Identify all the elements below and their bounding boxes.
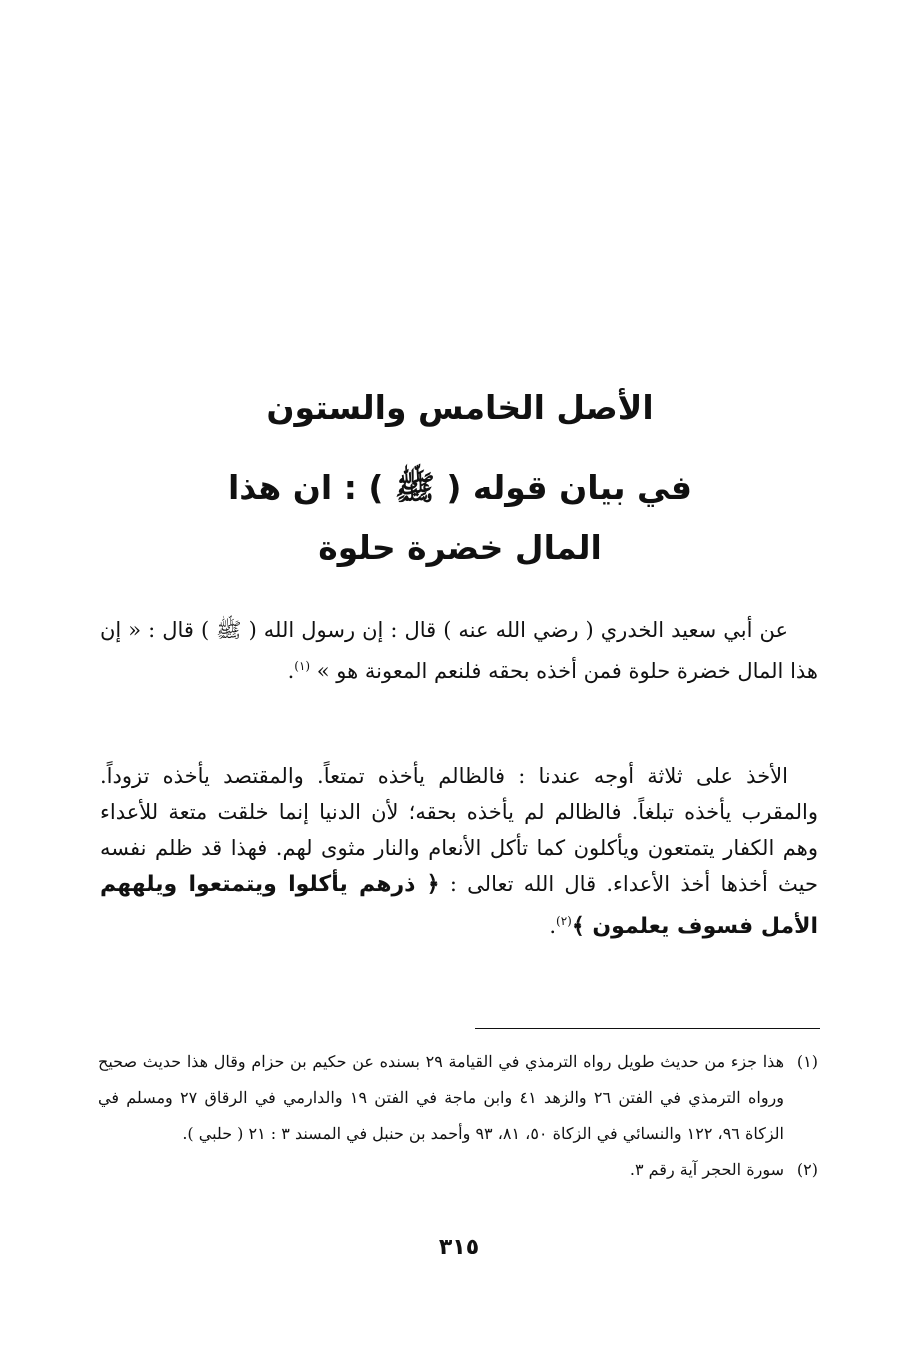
footnote-ref-1[interactable]: (١) (294, 659, 311, 673)
footnote-2 (98, 1152, 818, 1188)
hadith-text: عن أبي سعيد الخدري ( رضي الله عنه ) قال : إن رسول الله ( ﷺ ) قال : « إن هذا المال خضرة حلوة فمن أخذه بحقه فلنعم المعونة هو » (100, 618, 818, 683)
paragraph-hadith (100, 612, 818, 689)
footnote-ref-2[interactable]: (٢) (556, 914, 572, 928)
chapter-subheading-line1: في بيان قوله ( ﷺ ) : ان هذا (228, 468, 692, 507)
paragraph-commentary-text (100, 758, 818, 945)
page-number: ٣١٥ (438, 1235, 480, 1260)
hadith-end: . (287, 659, 295, 683)
paragraph-commentary (100, 758, 818, 945)
quran-verse: ﴿ ذرهم يأكلوا ويتمتعوا ويلههم الأمل فسوف يعلمون ﴾ (100, 872, 818, 939)
commentary-text: الأخذ على ثلاثة أوجه عندنا : فالظالم يأخذه تمتعاً. والمقتصد يأخذه تزوداً. والمقرب يأخذه تبلغاً. فالظالم لم يأخذه بحقه؛ لأن الدنيا إنما خلقت متعة للأعداء وهم الكفار يتمتعون ويأكلون كما تأكل الأنعام والنار مثوى لهم. فهذا قد ظلم نفسه حيث أخذها أخذ الأعداء. قال الله تعالى : (100, 764, 818, 896)
footnote-1-number: (١) (796, 1052, 818, 1071)
footnote-divider (475, 1028, 820, 1029)
footnote-2-text: سورة الحجر آية رقم ٣. (629, 1160, 784, 1179)
footnote-2-number: (٢) (796, 1160, 818, 1179)
chapter-heading: الأصل الخامس والستون (266, 388, 654, 427)
paragraph-hadith-text (100, 612, 818, 689)
footnotes (98, 1044, 818, 1188)
commentary-end: . (549, 914, 556, 938)
chapter-subheading-line2: المال خضرة حلوة (318, 528, 602, 567)
footnote-1-text: هذا جزء من حديث طويل رواه الترمذي في القيامة ٢٩ بسنده عن حكيم بن حزام وقال هذا حديث صحيح ورواه الترمذي في الفتن ٢٦ والزهد ٤١ وابن ماجة في الفتن ١٩ والدارمي في الرقاق ٢٧ ومسلم في الزكاة ٩٦، ١٢٢ والنسائي في الزكاة ٥٠، ٨١، ٩٣ وأحمد بن حنبل في المسند ٣ : ٢١ ( حلبي ). (98, 1052, 785, 1143)
chapter-title-block (90, 378, 830, 578)
footnote-1 (98, 1044, 818, 1152)
